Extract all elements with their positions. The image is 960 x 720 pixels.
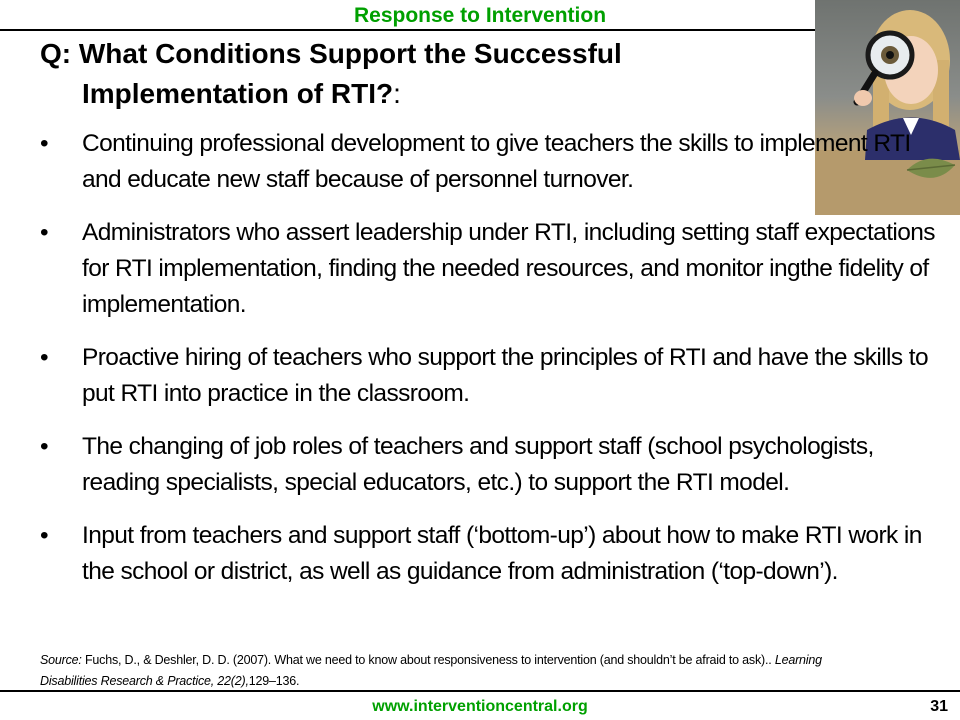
bullet-dot-icon: •: [40, 130, 48, 157]
source-journal: Learning Disabilities Research & Practice, 22(2),: [40, 653, 822, 688]
bullet-dot-icon: •: [40, 522, 48, 549]
bullet-text: Proactive hiring of teachers who support the principles of RTI and have the skills to put RTI into practice in the classroom.: [82, 344, 928, 407]
bullet-text: Input from teachers and support staff (‘bottom-up’) about how to make RTI work in the school or district, as well as guidance from administration (‘top-down’).: [82, 522, 922, 585]
bullet-dot-icon: •: [40, 433, 48, 460]
footer-divider: [0, 690, 960, 692]
bullet-item: [40, 340, 940, 412]
source-text: Fuchs, D., & Deshler, D. D. (2007). What we need to know about responsiveness to intervention (and shouldn’t be afraid to ask)..: [81, 653, 775, 667]
source-citation: [40, 650, 880, 692]
source-label: Source:: [40, 653, 82, 667]
bullet-item: [40, 215, 940, 323]
bullet-text: Administrators who assert leadership under RTI, including setting staff expectations for RTI implementation, finding the needed resources, and monitor ingthe fidelity of implementation.: [82, 219, 935, 318]
bullet-item: [40, 518, 940, 590]
bullet-item: [40, 429, 940, 501]
bullet-text: The changing of job roles of teachers and support staff (school psychologists, reading specialists, special educators, etc.) to support the RTI model.: [82, 433, 874, 496]
footer-bar: [0, 690, 960, 720]
bullet-list: [40, 126, 940, 607]
source-pages: 129–136.: [248, 674, 300, 688]
slide-title-line2-wrap: [40, 74, 820, 114]
footer-url-link[interactable]: www.interventioncentral.org: [372, 698, 588, 715]
slide-title-line1: Q: What Conditions Support the Successful: [40, 38, 622, 69]
slide-title: [40, 34, 820, 114]
page-number: 31: [930, 698, 948, 715]
slide-title-suffix: :: [393, 78, 401, 109]
bullet-dot-icon: •: [40, 344, 48, 371]
slide-title-line2: Implementation of RTI?: [82, 78, 394, 109]
bullet-item: [40, 126, 940, 198]
header-title: Response to Intervention: [353, 4, 607, 27]
bullet-text: Continuing professional development to give teachers the skills to implement RTI and educate new staff because of personnel turnover.: [82, 130, 911, 193]
bullet-dot-icon: •: [40, 219, 48, 246]
